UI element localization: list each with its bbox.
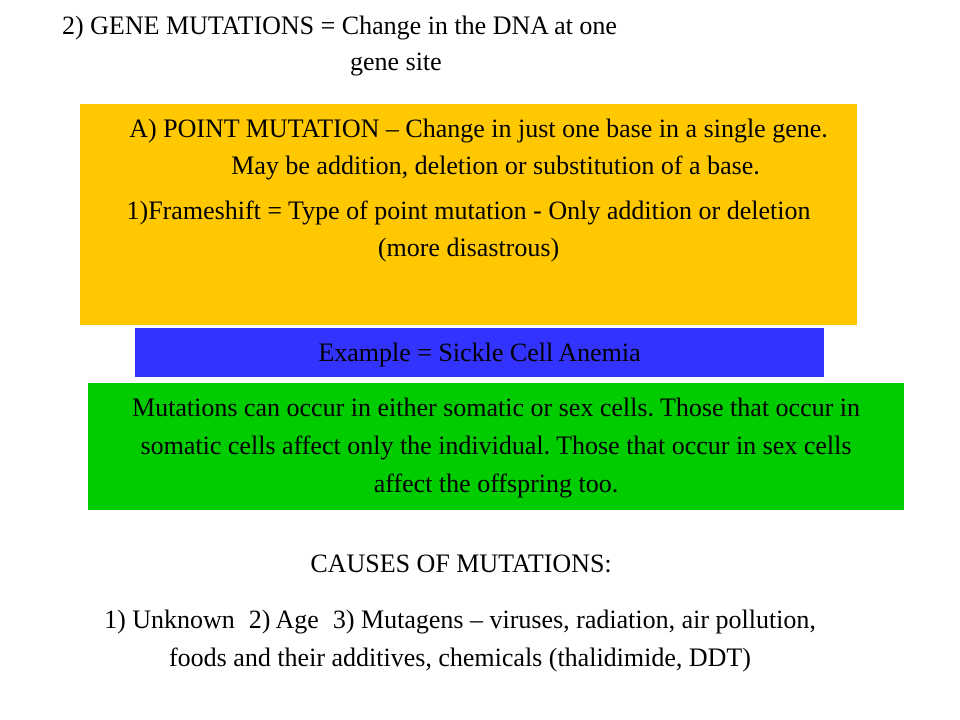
- somatic-sex-cells-text: Mutations can occur in either somatic or sex cells. Those that occur in somatic cells affect only the individual. Those that occur in sex cells affect the offspring too.: [131, 393, 861, 498]
- title-line-2: gene site: [350, 47, 442, 76]
- slide-title: [62, 8, 822, 80]
- causes-heading: CAUSES OF MUTATIONS:: [310, 549, 612, 578]
- point-mutation-definition: A) POINT MUTATION – Change in just one base in a single gene. May be addition, deletion or substitution of a base.: [129, 114, 828, 180]
- title-line-1: 2) GENE MUTATIONS = Change in the DNA at one: [62, 11, 617, 40]
- cause-item-unknown: 1) Unknown: [104, 605, 235, 634]
- causes-list: [100, 601, 820, 677]
- somatic-sex-cells-box: [88, 383, 904, 510]
- frameshift-definition: 1)Frameshift = Type of point mutation - Only addition or deletion (more disastrous): [126, 196, 811, 262]
- cause-item-mutagens: 3) Mutagens – viruses, radiation, air pollution, foods and their additives, chemicals (thalidimide, DDT): [169, 605, 816, 672]
- point-mutation-box: [80, 104, 857, 325]
- cause-item-age: 2) Age: [248, 605, 319, 634]
- example-text: Example = Sickle Cell Anemia: [318, 338, 641, 367]
- example-box: [135, 328, 824, 377]
